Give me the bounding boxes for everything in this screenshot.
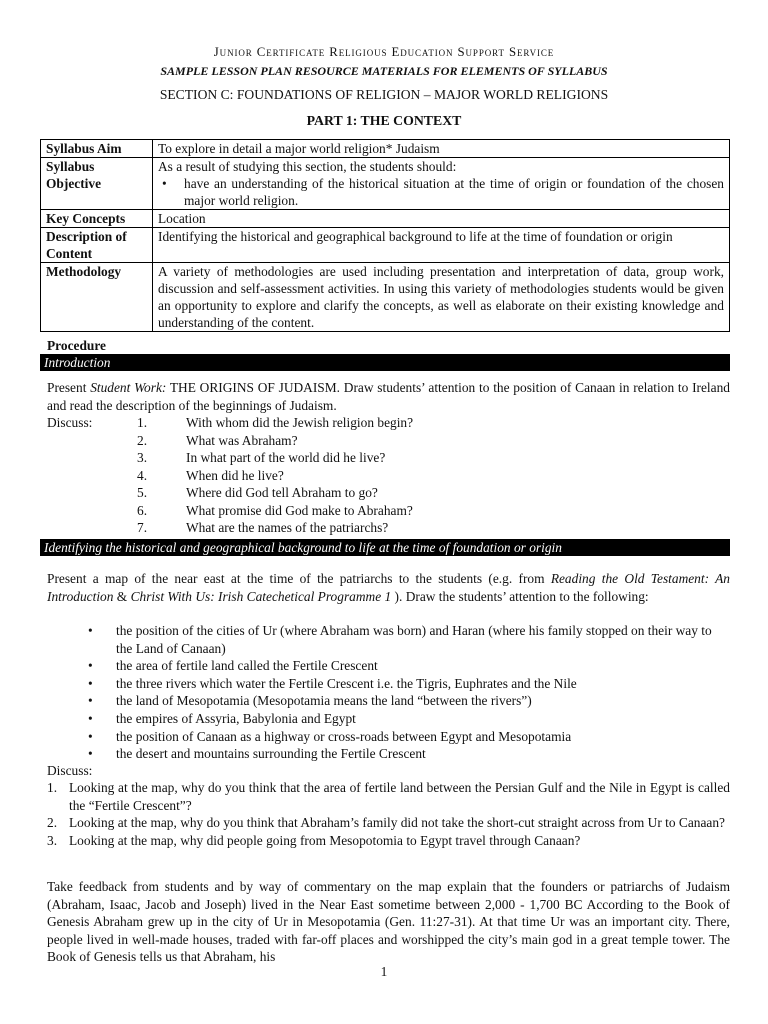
item-number: 4. [137, 467, 148, 483]
map-amp: & [113, 588, 131, 604]
list-item [47, 484, 730, 502]
map-paragraph [47, 570, 730, 605]
row-value [153, 158, 730, 210]
row-label: Methodology [41, 263, 153, 332]
bullet-text: the area of fertile land called the Fertile Crescent [116, 658, 378, 674]
row-label: Description of Content [41, 228, 153, 263]
list-item [47, 519, 730, 537]
list-item [88, 692, 730, 710]
item-text: What promise did God make to Abraham? [186, 502, 413, 518]
item-number: 6. [137, 502, 148, 518]
list-item [88, 622, 730, 657]
item-text: When did he live? [186, 467, 284, 483]
row-label: Syllabus Objective [41, 158, 153, 210]
map-source-1: Reading the Old Testament: An Introduction [47, 571, 730, 604]
map-text-2: ). Draw the students’ attention to the following: [391, 588, 649, 604]
feedback-paragraph: Take feedback from students and by way of commentary on the map explain that the founders or patriarchs of Judaism (Abraham, Isaac, Jacob and Joseph) lived in the Near East sometime between 2,000 - 1,700 BC According to the Book of Genesis Abraham grew up in the city of Ur in Mesopotamia (Gen. 11:27-31). At that time Ur was an important city. There, people lived in well-made houses, traded with far-off places and worshipped the city’s main god in a great temple tower. The Book of Genesis tells us that Abraham, his [47, 879, 730, 965]
item-number: 7. [137, 520, 148, 535]
item-number: 1. [47, 780, 58, 795]
bullet-text: the land of Mesopotamia (Mesopotamia means the land “between the rivers”) [116, 693, 532, 709]
objective-intro: As a result of studying this section, the students should: [158, 159, 457, 174]
row-value: Identifying the historical and geographical background to life at the time of foundation or origin [153, 228, 730, 263]
page-number: 1 [380, 964, 388, 979]
list-item [88, 710, 730, 728]
discuss-label: Discuss: [47, 415, 93, 430]
list-item [88, 728, 730, 746]
header-service-title: Junior Certificate Religious Education Support Service [213, 45, 555, 59]
item-text: What are the names of the patriarchs? [186, 520, 389, 535]
intro-paragraph [47, 379, 730, 414]
list-item [47, 467, 730, 485]
item-number: 5. [137, 485, 148, 500]
discuss2-question-list [47, 779, 730, 849]
list-item [47, 814, 730, 832]
item-text: Where did God tell Abraham to go? [186, 485, 378, 500]
bullet-icon: • [88, 693, 93, 709]
row-label: Syllabus Aim [41, 140, 153, 158]
item-number: 1. [137, 415, 148, 430]
table-row [41, 158, 730, 210]
row-value: Location [153, 210, 730, 228]
bullet-text: the position of Canaan as a highway or cross-roads between Egypt and Mesopotamia [116, 728, 572, 744]
section-title: SECTION C: FOUNDATIONS OF RELIGION – MAJOR WORLD RELIGIONS [159, 87, 609, 102]
map-bullet-list [88, 622, 730, 763]
bullet-text: the three rivers which water the Fertile Crescent i.e. the Tigris, Euphrates and the Nile [116, 675, 577, 691]
bullet-icon: • [88, 746, 93, 762]
bullet-icon: • [88, 675, 93, 691]
bullet-icon: • [88, 658, 93, 674]
bullet-text: the desert and mountains surrounding the Fertile Crescent [116, 746, 426, 762]
list-item [47, 502, 730, 520]
list-item [47, 414, 730, 432]
list-item [88, 675, 730, 693]
item-number: 2. [47, 815, 58, 831]
header-subtitle: SAMPLE LESSON PLAN RESOURCE MATERIALS FOR ELEMENTS OF SYLLABUS [160, 64, 608, 78]
intro-text: THE ORIGINS OF JUDAISM. Draw students’ attention to the position of Canaan in relation to Ireland and read the description of the beginnings of Judaism. [47, 380, 730, 413]
table-row [41, 140, 730, 158]
list-item [47, 432, 730, 450]
item-number: 3. [137, 450, 148, 465]
item-text: What was Abraham? [186, 432, 298, 448]
item-text: Looking at the map, why do you think that Abraham’s family did not take the short-cut straight across from Ur to Canaan? [69, 815, 725, 831]
bullet-text: the position of the cities of Ur (where Abraham was born) and Haran (where his family stopped on their way to the Land of Canaan) [116, 623, 712, 656]
table-row [41, 228, 730, 263]
list-item [88, 657, 730, 675]
bullet-icon: • [88, 728, 93, 744]
item-text: Looking at the map, why did people going from Mesopotomia to Egypt travel through Canaan? [69, 832, 581, 848]
bullet-icon: • [88, 623, 93, 638]
item-number: 2. [137, 432, 148, 448]
map-source-2: Christ With Us: Irish Catechetical Programme 1 [130, 588, 392, 604]
table-row [41, 210, 730, 228]
intro-present: Present [47, 380, 91, 395]
part-title: PART 1: THE CONTEXT [306, 113, 462, 128]
item-text: With whom did the Jewish religion begin? [186, 415, 414, 430]
table-row [41, 263, 730, 332]
list-item [47, 779, 730, 814]
intro-student-work: Student Work: [90, 380, 167, 395]
introduction-bar: Introduction [40, 354, 730, 371]
bullet-text: the empires of Assyria, Babylonia and Egypt [116, 710, 356, 726]
background-bar: Identifying the historical and geographical background to life at the time of foundation or origin [40, 539, 730, 556]
list-item [47, 832, 730, 850]
bullet-icon: • [162, 176, 167, 191]
row-value: A variety of methodologies are used including presentation and interpretation of data, group work, discussion and self-assessment activities. In using this variety of methodologies students would be given an opportunity to explore and clarify the concepts, as well as elaborate on their existing knowledge and understanding of the content. [153, 263, 730, 332]
item-text: Looking at the map, why do you think that the area of fertile land between the Persian Gulf and the Nile in Egypt is called the “Fertile Crescent”? [69, 780, 730, 813]
row-label: Key Concepts [41, 210, 153, 228]
list-item [47, 449, 730, 467]
map-text-1: Present a map of the near east at the time of the patriarchs to the students (e.g. from [47, 571, 551, 586]
syllabus-table [40, 139, 730, 332]
item-number: 3. [47, 832, 58, 848]
objective-bullet [158, 175, 724, 209]
bullet-icon: • [88, 710, 93, 726]
procedure-heading: Procedure [47, 338, 107, 353]
list-item [88, 745, 730, 763]
discuss2-label: Discuss: [47, 763, 93, 778]
item-text: In what part of the world did he live? [186, 450, 386, 465]
objective-text: have an understanding of the historical situation at the time of origin or foundation of the chosen major world religion. [184, 176, 724, 208]
row-value: To explore in detail a major world religion* Judaism [153, 140, 730, 158]
